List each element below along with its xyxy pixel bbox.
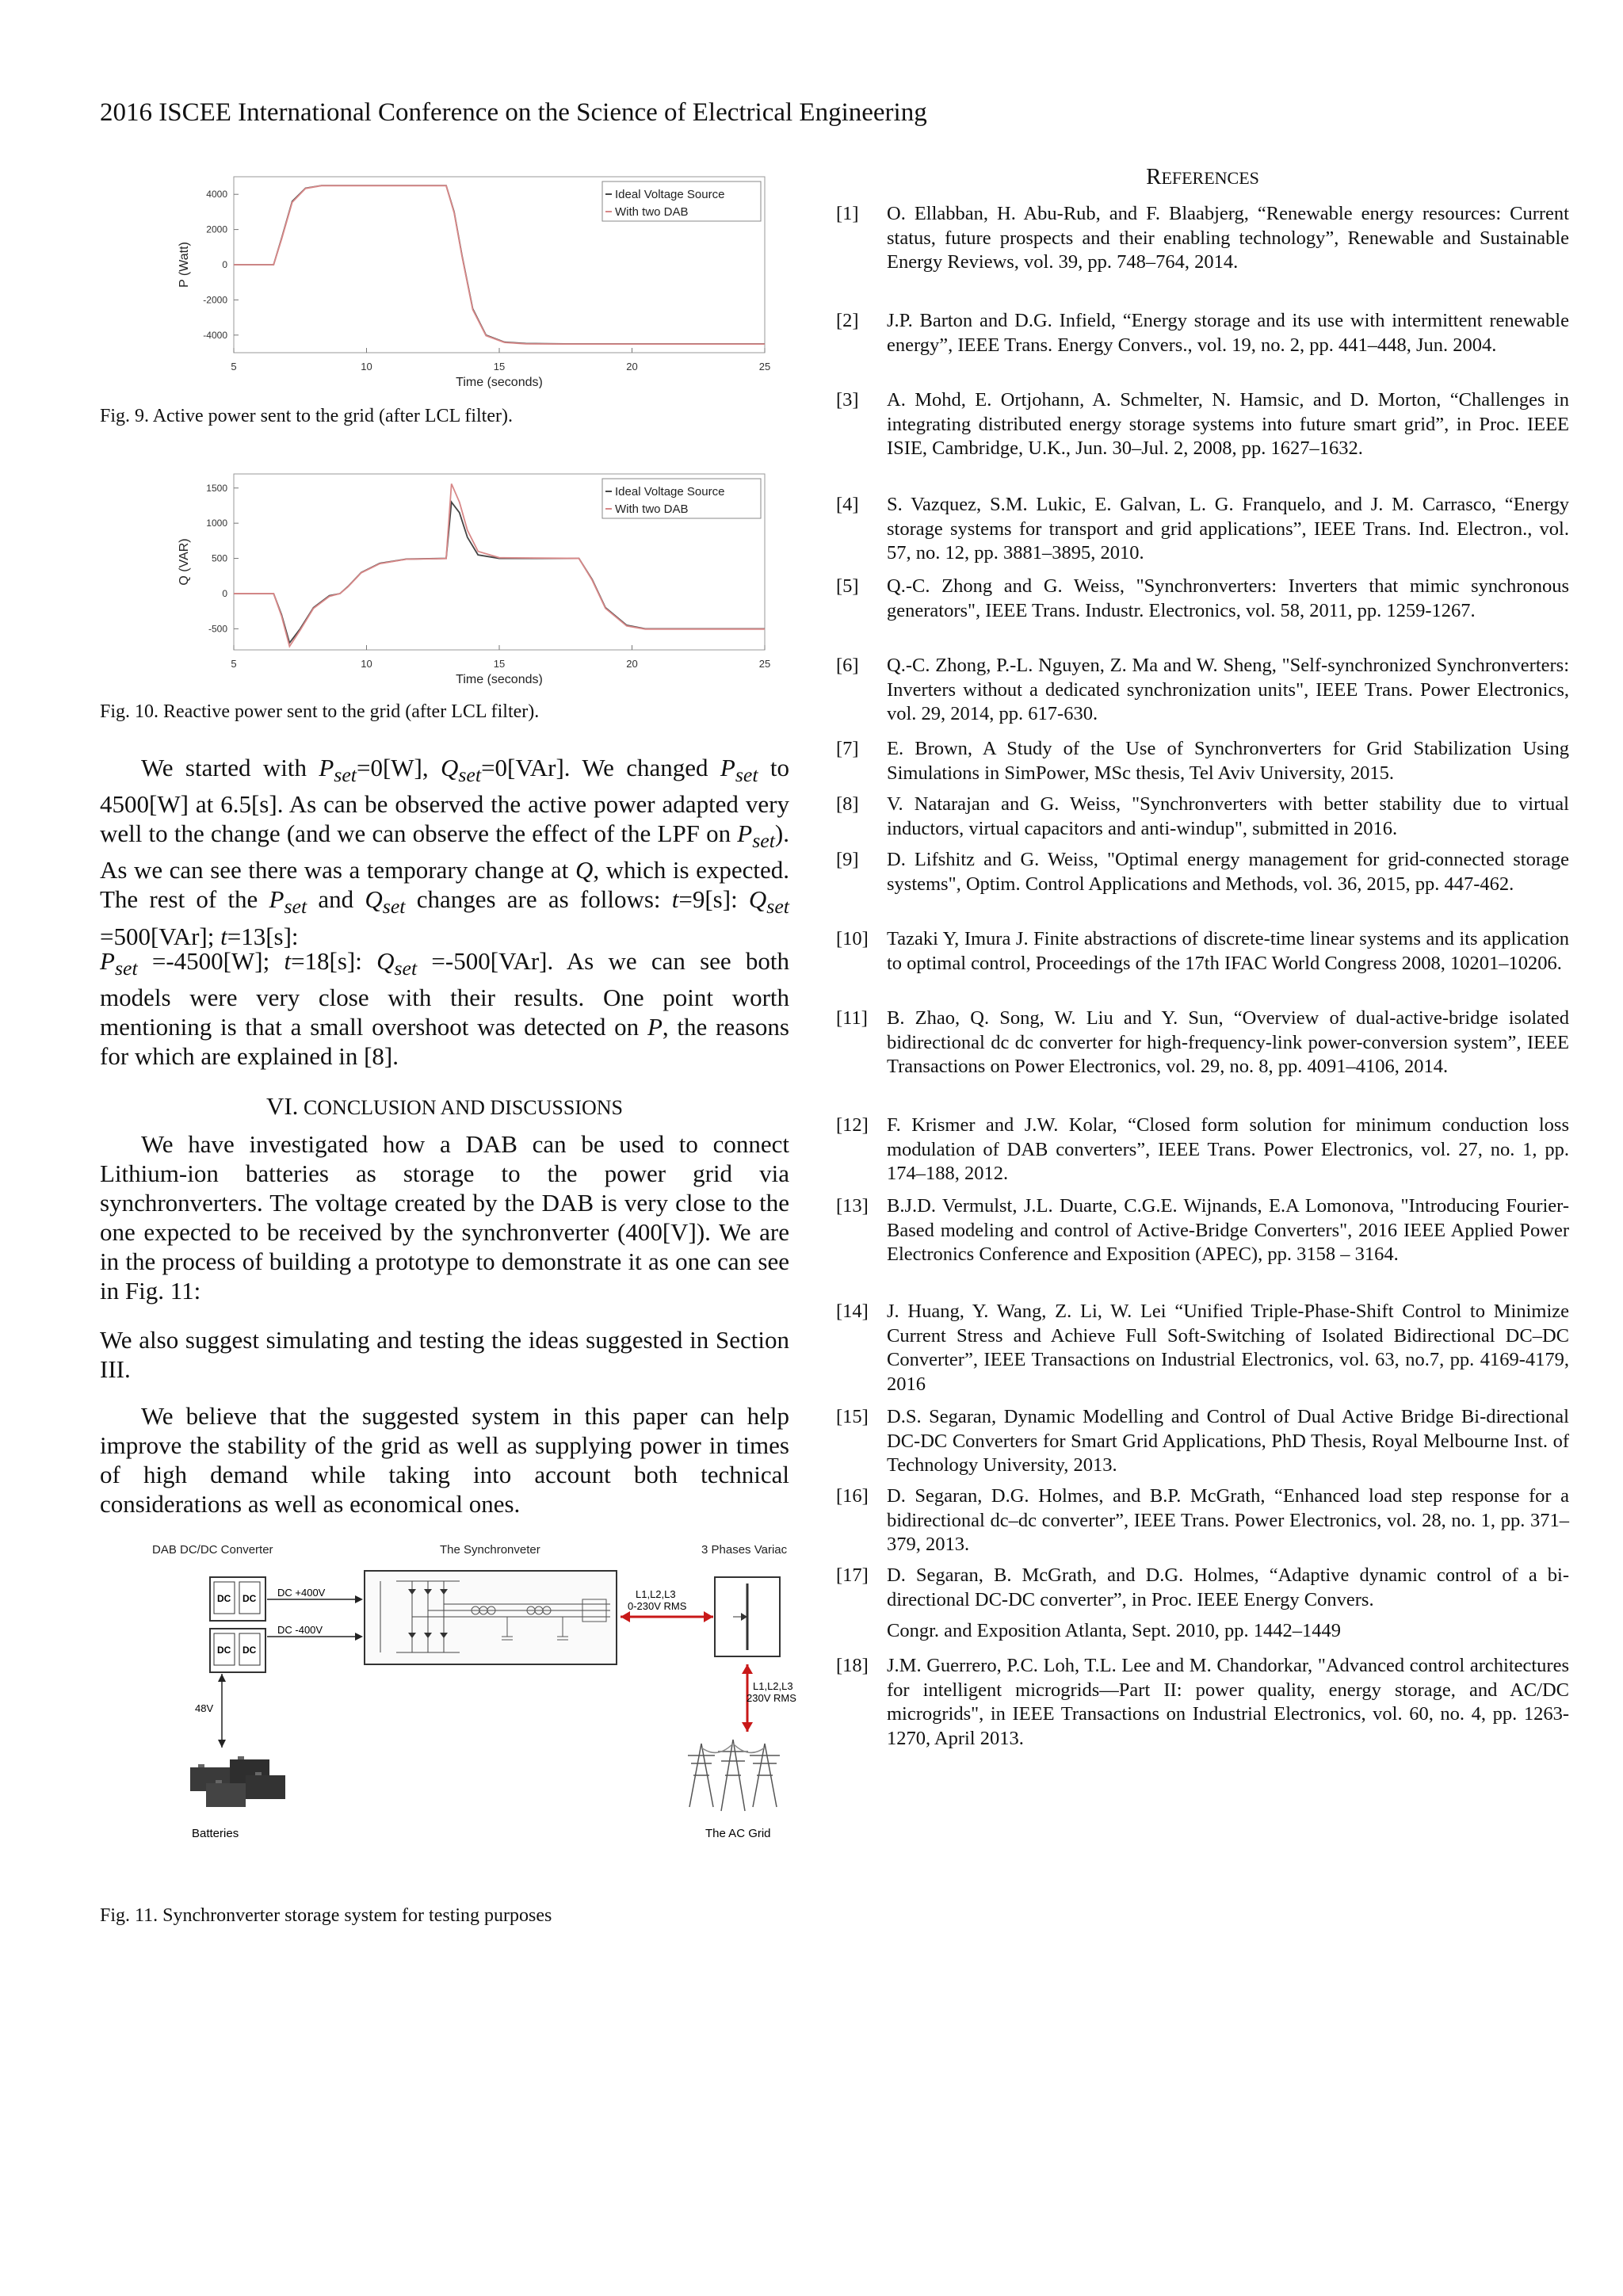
reference-number: [5] <box>836 575 859 597</box>
variac-label: 3 Phases Variac <box>701 1543 788 1557</box>
section-vi-heading <box>100 1092 789 1121</box>
reference-text: D.S. Segaran, Dynamic Modelling and Control of Dual Active Bridge Bi-directional DC-DC Converters for Smart Grid Applications, PhD Thesis, Royal Melbourne Inst. of Technology University, 2013. <box>887 1406 1569 1476</box>
x-tick-label: 10 <box>361 361 372 372</box>
reference-text: J.P. Barton and D.G. Infield, “Energy storage and its use with intermittent renewable energy”, IEEE Trans. Energy Convers., vol. 19, no. 2, pp. 441–448, Jun. 2004. <box>887 310 1569 356</box>
reference-item <box>836 737 1569 785</box>
battery-icon <box>190 1756 285 1807</box>
power-grid-pylons-icon <box>688 1740 780 1811</box>
reference-text: D. Segaran, D.G. Holmes, and B.P. McGrath, “Enhanced load step response for a bidirectional dc–dc converter”, IEEE Trans. Power Electronics, vol. 28, no. 1, pp. 371–379, 2013. <box>887 1485 1569 1555</box>
grid-line-label: L1,L2,L3 <box>753 1680 793 1692</box>
reference-text: Q.-C. Zhong, P.-L. Nguyen, Z. Ma and W. Sheng, "Self-synchronized Synchronverters: Inverters without a dedicated synchronization units", IEEE Trans. Power Electronics, vol. 29, 2014, pp. 617-630. <box>887 655 1569 724</box>
variac-line-label: L1,L2,L3 <box>636 1588 676 1600</box>
reference-number: [14] <box>836 1301 869 1322</box>
x-tick-label: 15 <box>493 361 506 372</box>
reference-item <box>836 202 1569 275</box>
reference-text: J.M. Guerrero, P.C. Loh, T.L. Lee and M. Chandorkar, "Advanced control architectures for intelligent microgrids—Part II: power quality, energy storage, and AC/DC microgrids", in IEEE Transactions on Industrial Electronics, vol. 60, no. 4, pp. 1263-1270, April 2013. <box>887 1655 1569 1749</box>
reference-number: [6] <box>836 655 859 676</box>
y-tick-label: -4000 <box>203 329 227 341</box>
reference-item <box>836 493 1569 566</box>
dab-converter-label: DAB DC/DC Converter <box>152 1543 273 1557</box>
reference-text: D. Segaran, B. McGrath, and D.G. Holmes, “Adaptive dynamic control of a bi-directional DC-DC converter”, in Proc. IEEE Energy Convers. <box>887 1564 1569 1610</box>
legend-entry: Ideal Voltage Source <box>615 188 725 201</box>
reference-item <box>836 654 1569 727</box>
reference-number: [2] <box>836 310 859 331</box>
reference-item <box>836 1194 1569 1267</box>
reference-number: [4] <box>836 494 859 515</box>
fig9-caption: Fig. 9. Active power sent to the grid (after LCL filter). <box>100 406 513 426</box>
x-tick-label: 25 <box>758 361 771 372</box>
legend-entry: With two DAB <box>615 205 689 219</box>
y-tick-label: 0 <box>222 587 227 599</box>
reference-number: [8] <box>836 793 859 815</box>
reference-number: [15] <box>836 1406 869 1427</box>
reference-item <box>836 388 1569 461</box>
grid-line-voltage: 230V RMS <box>747 1692 796 1704</box>
batteries-label: Batteries <box>192 1827 239 1840</box>
section-number: VI. <box>265 1092 299 1120</box>
dc-module-2: DC <box>242 1593 257 1604</box>
reference-number: [10] <box>836 928 869 949</box>
reference-text: O. Ellabban, H. Abu-Rub, and F. Blaabjerg, “Renewable energy resources: Current status, future prospects and their enabling technology”, Renewable and Sustainable Energy Reviews, vol. 39, pp. 748–764, 2014. <box>887 203 1569 273</box>
reference-item <box>836 793 1569 841</box>
y-tick-label: -2000 <box>203 294 227 306</box>
x-axis-label: Time (seconds) <box>456 376 543 388</box>
reference-item <box>836 1300 1569 1396</box>
variac-line-voltage: 0-230V RMS <box>628 1600 687 1612</box>
dab-modules <box>210 1577 265 1672</box>
synchronverter-label: The Synchronveter <box>440 1543 540 1557</box>
dc-module-4: DC <box>242 1645 257 1656</box>
x-tick-label: 10 <box>361 658 372 670</box>
reference-number: [7] <box>836 738 859 759</box>
fig11-system-diagram <box>143 1538 808 1855</box>
y-axis-label: Q (VAR) <box>178 538 191 586</box>
x-tick-label: 15 <box>493 658 506 670</box>
y-tick-label: 1500 <box>206 482 227 494</box>
reference-text: S. Vazquez, S.M. Lukic, E. Galvan, L. G. Franquelo, and J. M. Carrasco, “Energy storage systems for transport and grid applications”, IEEE Trans. Ind. Electron., vol. 57, no. 12, pp. 3881–3895, 2010. <box>887 494 1569 563</box>
reference-text: F. Krismer and J.W. Kolar, “Closed form solution for minimum conduction loss modulation of DAB converters”, IEEE Trans. Power Electronics, vol. 27, no. 1, pp. 174–188, 2012. <box>887 1114 1569 1184</box>
y-tick-label: 0 <box>222 259 227 270</box>
body-paragraph-1: We started with $P_{set}=0[W]$, $Q_{set}=0[VAr]$. We changed $P_{set}$ to 4500[W] at 6.5[s]. As can be observed the active power adapted very well to the change (and we can observe the effect of the LPF on $P_{set}$). As we can see there was a temporary change at Q, which is expected. The rest of the $P_{set}$ and $Q_{set}$ changes are as follows: t=9[s]: $Q_{set} =500[VAr]$; t=13[s]: <box>100 754 789 950</box>
variac-symbol <box>715 1577 780 1656</box>
reference-item <box>836 1654 1569 1751</box>
references-heading <box>836 164 1569 190</box>
reference-number: [16] <box>836 1485 869 1507</box>
reference-item <box>836 1114 1569 1186</box>
x-tick-label: 5 <box>231 361 237 372</box>
reference-number: [18] <box>836 1655 869 1676</box>
dc-neg-label: DC -400V <box>277 1624 323 1636</box>
y-tick-label: 1000 <box>206 518 227 529</box>
running-header: 2016 ISCEE International Conference on the Science of Electrical Engineering <box>100 98 927 127</box>
reference-text: B. Zhao, Q. Song, W. Liu and Y. Sun, “Overview of dual-active-bridge isolated bidirectional dc dc converter for high-frequency-link power-conversion system”, IEEE Transactions on Power Electronics, vol. 29, no. 8, pp. 4091–4106, 2014. <box>887 1007 1569 1077</box>
section-title: CONCLUSION AND DISCUSSIONS <box>303 1096 624 1119</box>
x-axis-label: Time (seconds) <box>456 673 543 686</box>
x-tick-label: 5 <box>231 658 237 670</box>
reference-number: [13] <box>836 1195 869 1217</box>
fig9-active-power-chart <box>166 170 777 388</box>
reference-item <box>836 1619 1569 1644</box>
y-tick-label: 2000 <box>206 223 227 235</box>
reference-item <box>836 848 1569 896</box>
legend-entry: With two DAB <box>615 502 689 516</box>
y-axis-label: P (Watt) <box>178 242 191 288</box>
synchronverter-schematic <box>365 1571 617 1664</box>
reference-item <box>836 1564 1569 1612</box>
dc-module-3: DC <box>217 1645 231 1656</box>
reference-text: B.J.D. Vermulst, J.L. Duarte, C.G.E. Wijnands, E.A Lomonova, "Introducing Fourier-Based modeling and control of Active-Bridge Converters", 2016 IEEE Applied Power Electronics Conference and Exposition (APEC), pp. 3158 – 3164. <box>887 1195 1569 1265</box>
dc-module-1: DC <box>217 1593 231 1604</box>
reference-item <box>836 309 1569 357</box>
dc-pos-label: DC +400V <box>277 1587 326 1599</box>
reference-text: D. Lifshitz and G. Weiss, "Optimal energy management for grid-connected storage systems", Optim. Control Applications and Methods, vol. 36, 2015, pp. 447-462. <box>887 849 1569 895</box>
body-paragraph-2: $P_{set} =-4500[W]$; t=18[s]: $Q_{set} =-500[VAr]$. As we can see both models were very close with their results. One point worth mentioning is that a small overshoot was detected on P, the reasons for which are explained in [8]. <box>100 947 790 1071</box>
references-heading-initial: R <box>1146 164 1162 189</box>
y-tick-label: 500 <box>211 552 227 564</box>
body-paragraph-4: We also suggest simulating and testing the ideas suggested in Section III. <box>100 1326 789 1383</box>
reference-text: E. Brown, A Study of the Use of Synchronverters for Grid Stabilization Using Simulations in SimPower, MSc thesis, Tel Aviv University, 2015. <box>887 738 1569 784</box>
y-tick-label: 4000 <box>206 189 227 201</box>
y-tick-label: -500 <box>208 623 227 635</box>
fig10-reactive-power-chart <box>166 468 777 686</box>
reference-number: [9] <box>836 849 859 870</box>
reference-item <box>836 1405 1569 1478</box>
ac-grid-label: The AC Grid <box>705 1827 771 1840</box>
reference-item <box>836 1484 1569 1557</box>
reference-text: J. Huang, Y. Wang, Z. Li, W. Lei “Unified Triple-Phase-Shift Control to Minimize Current Stress and Achieve Full Soft-Switching of Isolated Bidirectional DC–DC Converter”, IEEE Transactions on Industrial Electronics, vol. 63, no.7, pp. 4169-4179, 2016 <box>887 1301 1569 1395</box>
reference-number: [17] <box>836 1564 869 1586</box>
x-tick-label: 20 <box>626 658 638 670</box>
x-tick-label: 20 <box>626 361 638 372</box>
reference-item <box>836 575 1569 623</box>
reference-text: Tazaki Y, Imura J. Finite abstractions of discrete-time linear systems and its application to optimal control, Proceedings of the 17th IFAC World Congress 2008, 10201–10206. <box>887 928 1569 974</box>
references-heading-rest: EFERENCES <box>1161 168 1259 188</box>
x-tick-label: 25 <box>758 658 771 670</box>
reference-text: Congr. and Exposition Atlanta, Sept. 2010, pp. 1442–1449 <box>887 1620 1342 1641</box>
body-paragraph-3: We have investigated how a DAB can be used to connect Lithium-ion batteries as storage to the power grid via synchronverters. The voltage created by the DAB is very close to the one expected to be received by the synchronverter (400[V]). We are in the process of building a prototype to demonstrate it as one can see in Fig. 11: <box>100 1130 789 1305</box>
reference-number: [1] <box>836 203 859 224</box>
reference-text: V. Natarajan and G. Weiss, "Synchronverters with better stability due to virtual inductors, virtual capacitors and anti-windup", submitted in 2016. <box>887 793 1569 839</box>
fig10-caption: Fig. 10. Reactive power sent to the grid (after LCL filter). <box>100 701 540 722</box>
battery-voltage-label: 48V <box>195 1702 214 1714</box>
fig11-caption: Fig. 11. Synchronverter storage system for testing purposes <box>100 1905 552 1926</box>
reference-text: Q.-C. Zhong and G. Weiss, "Synchronverters: Inverters that mimic synchronous generators", IEEE Trans. Industr. Electronics, vol. 58, 2011, pp. 1259-1267. <box>887 575 1569 621</box>
reference-number: [3] <box>836 389 859 411</box>
legend-entry: Ideal Voltage Source <box>615 485 725 499</box>
body-paragraph-5: We believe that the suggested system in this paper can help improve the stability of the grid as well as supplying power in times of high demand while taking into account both technical considerations as well as economical ones. <box>100 1402 789 1518</box>
reference-number: [12] <box>836 1114 869 1136</box>
reference-text: A. Mohd, E. Ortjohann, A. Schmelter, N. Hamsic, and D. Morton, “Challenges in integrating distributed energy storage systems into future smart grid”, in Proc. IEEE ISIE, Cambridge, U.K., Jun. 30–Jul. 2, 2008, pp. 1627–1632. <box>887 389 1569 459</box>
reference-item <box>836 1007 1569 1079</box>
reference-number: [11] <box>836 1007 868 1029</box>
reference-item <box>836 927 1569 976</box>
